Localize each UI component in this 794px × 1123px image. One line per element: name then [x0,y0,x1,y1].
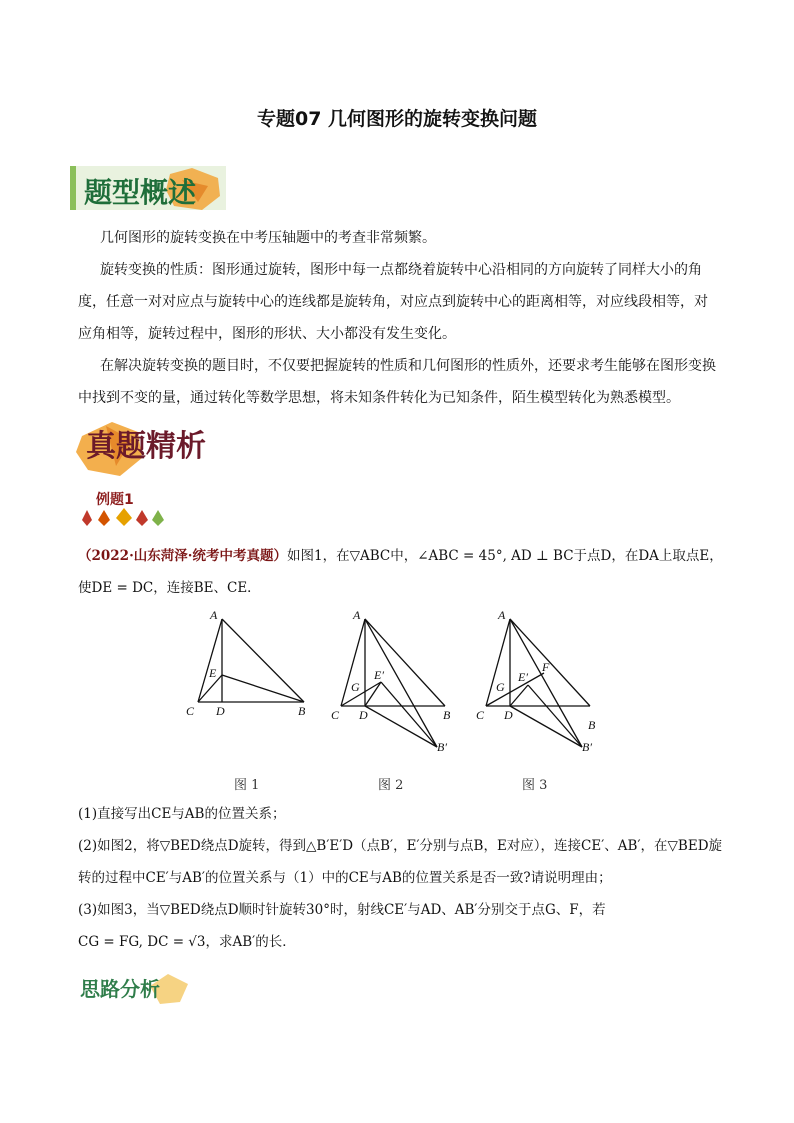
fig1-label-C: C [186,704,195,718]
fig2-label-A: A [353,608,361,622]
fig3-label-C: C [476,708,485,722]
fig1-label-E: E [209,666,217,680]
fig3-label-D: D [504,708,513,722]
figure-1 [180,605,320,720]
question-3: (3)如图3，当▽BED绕点D顺时针旋转30°时，射线CE′与AD、AB′分别交于点G、F，若 [78,902,606,918]
fig1-label-D: D [216,704,225,718]
problem-source: （2022·山东菏泽·统考中考真题） [78,548,287,564]
figure-3 [472,605,612,760]
fig1-label-A: A [210,608,218,622]
figure-2-caption: 图 2 [378,778,404,793]
question-2: (2)如图2，将▽BED绕点D旋转，得到△B′E′D（点B′，E′分别与点B，E对应），连接CE′、AB′，在▽BED旋转的过程中CE′与AB′的位置关系与（1）中的CE与AB的位置关系是否一致?请说明理由； [78,838,723,886]
overview-paragraph-2: 旋转变换的性质：图形通过旋转，图形中每一点都绕着旋转中心沿相同的方向旋转了同样大小的角度，任意一对对应点与旋转中心的连线都是旋转角，对应点到旋转中心的距离相等，对应线段相等，对应角相等，旋转过程中，图形的形状、大小都没有发生变化。 [78,262,708,342]
section-title-overview: 题型概述 [84,176,197,209]
fig3-label-B-prime: B′ [582,740,592,754]
section-title-analysis: 真题精析 [86,429,206,464]
example-badge [76,486,176,530]
fig2-label-E-prime: E′ [374,668,384,682]
fig3-label-B: B [588,718,596,732]
figure-2 [325,605,465,760]
fig3-label-G: G [496,680,505,694]
figure-3-caption: 图 3 [522,778,548,793]
question-3-cont: CG = FG, DC = √3，求AB′的长． [78,934,296,950]
example-label: 例题1 [96,492,134,508]
figure-1-caption: 图 1 [234,778,260,793]
overview-paragraph-1: 几何图形的旋转变换在中考压轴题中的考查非常频繁。 [100,230,436,246]
fig3-label-F: F [542,660,550,674]
leaf-icon [82,510,92,526]
section-banner-analysis [76,418,236,480]
fig2-label-B: B [443,708,451,722]
fig2-label-D: D [359,708,368,722]
section-banner-thinking [76,968,196,1008]
problem-statement [78,540,728,604]
fig2-label-G: G [351,680,360,694]
page-title: 专题07 几何图形的旋转变换问题 [256,108,538,130]
problem-intro: 如图1，在▽ABC中，∠ABC = 45°, AD ⊥ BC于点D，在DA上取点E，使DE = DC，连接BE、CE． [78,548,723,596]
fig3-label-A: A [498,608,506,622]
overview-paragraph-3: 在解决旋转变换的题目时，不仅要把握旋转的性质和几何图形的性质外，还要求考生能够在图形变换中找到不变的量，通过转化等数学思想，将未知条件转化为已知条件，陌生模型转化为熟悉模型。 [78,358,716,406]
fig2-label-C: C [331,708,340,722]
fig3-label-E-prime: E′ [518,670,528,684]
section-banner-overview [70,166,230,216]
section-title-thinking: 思路分析 [80,977,160,1001]
fig1-label-B: B [298,704,306,718]
fig2-label-B-prime: B′ [437,740,447,754]
question-1: (1)直接写出CE与AB的位置关系； [78,806,286,822]
